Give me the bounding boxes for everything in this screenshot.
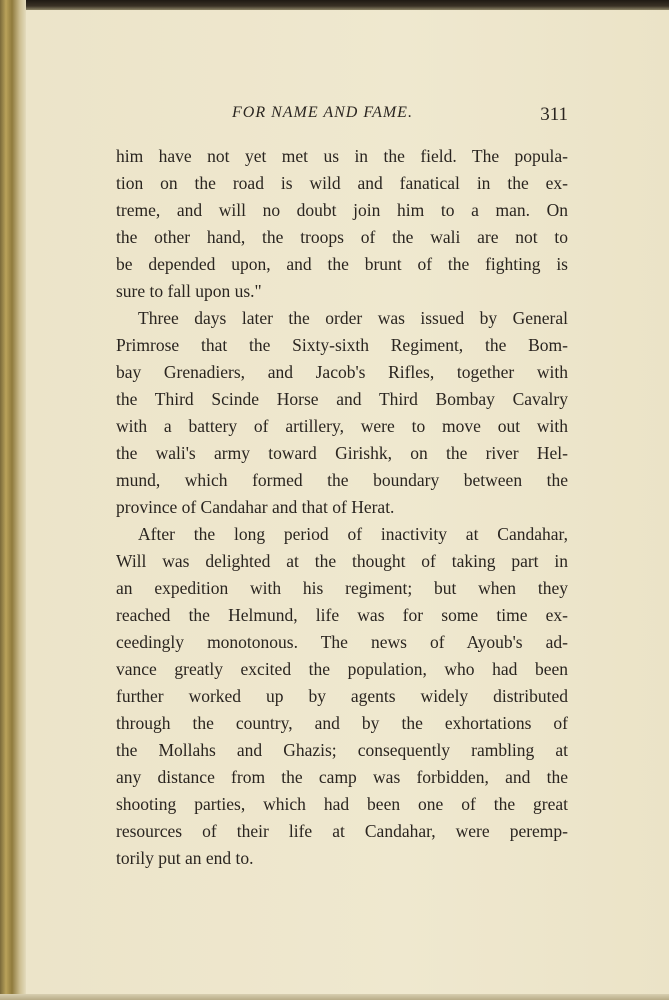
text-line: any distance from the camp was forbidden, and the (116, 767, 568, 787)
text-line: resources of their life at Candahar, were peremp- (116, 821, 568, 841)
running-title: FOR NAME AND FAME. (232, 104, 413, 121)
text-line: the Third Scinde Horse and Third Bombay Cavalry (116, 389, 568, 409)
text-line: Primrose that the Sixty-sixth Regiment, the Bom- (116, 335, 568, 355)
page-header (116, 104, 568, 130)
text-line: him have not yet met us in the field. The popula- (116, 146, 568, 166)
page-bottom-edge (0, 994, 669, 1000)
text-line: the other hand, the troops of the wali are not to (116, 227, 568, 247)
text-line: mund, which formed the boundary between the (116, 470, 568, 490)
text-line: sure to fall upon us." (116, 281, 262, 301)
text-line: Three days later the order was issued by General (138, 308, 568, 328)
text-line: further worked up by agents widely distributed (116, 686, 568, 706)
text-line: shooting parties, which had been one of the great (116, 794, 568, 814)
text-line: treme, and will no doubt join him to a man. On (116, 200, 568, 220)
text-line: through the country, and by the exhortations of (116, 713, 568, 733)
text-line: After the long period of inactivity at Candahar, (138, 524, 568, 544)
text-line: Will was delighted at the thought of taking part in (116, 551, 568, 571)
text-line: ceedingly monotonous. The news of Ayoub's ad- (116, 632, 568, 652)
text-line: province of Candahar and that of Herat. (116, 497, 395, 517)
text-line: be depended upon, and the brunt of the fighting is (116, 254, 568, 274)
page-number: 311 (540, 104, 568, 125)
text-line: vance greatly excited the population, who had been (116, 659, 568, 679)
page-top-edge (0, 0, 669, 10)
book-spine (0, 0, 26, 1000)
text-line: an expedition with his regiment; but when they (116, 578, 568, 598)
text-line: reached the Helmund, life was for some time ex- (116, 605, 568, 625)
text-line: the wali's army toward Girishk, on the river Hel- (116, 443, 568, 463)
text-line: with a battery of artillery, were to move out with (116, 416, 568, 436)
text-line: bay Grenadiers, and Jacob's Rifles, together with (116, 362, 568, 382)
text-line: the Mollahs and Ghazis; consequently rambling at (116, 740, 568, 760)
text-line: torily put an end to. (116, 848, 254, 868)
text-line: tion on the road is wild and fanatical in the ex- (116, 173, 568, 193)
body-text (116, 143, 568, 872)
